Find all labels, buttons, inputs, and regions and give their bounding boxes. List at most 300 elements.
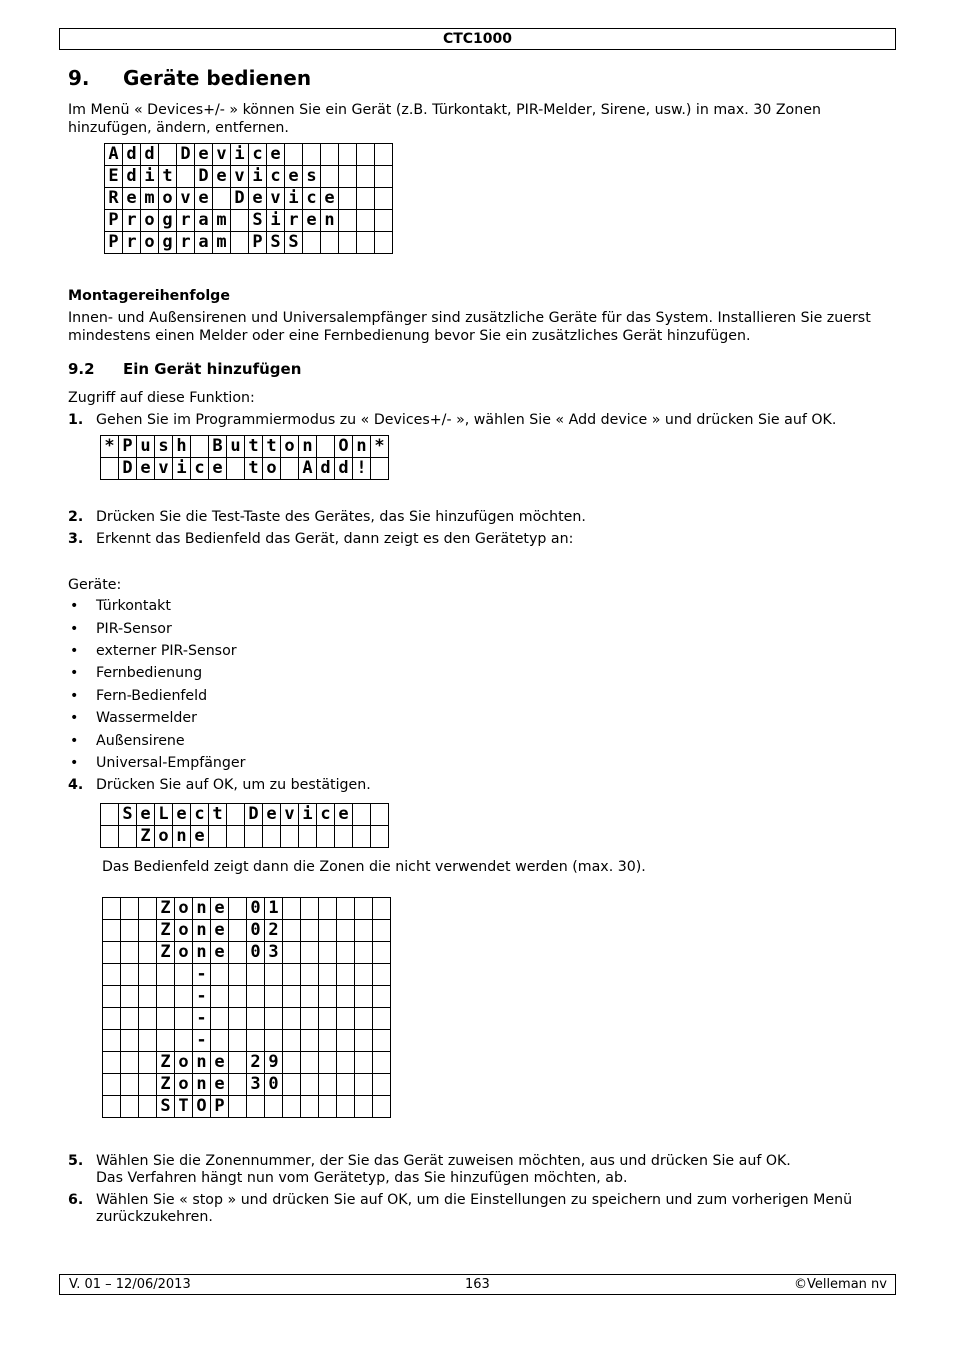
section-title: Geräte bedienen bbox=[123, 66, 312, 90]
lcd-cell: n bbox=[193, 942, 211, 964]
lcd-cell bbox=[247, 1096, 265, 1118]
lcd-cell: - bbox=[193, 1030, 211, 1052]
lcd-row bbox=[101, 436, 389, 458]
lcd-cell: - bbox=[193, 1008, 211, 1030]
lcd-cell: u bbox=[137, 436, 155, 458]
lcd-cell bbox=[191, 436, 209, 458]
lcd-cell bbox=[175, 964, 193, 986]
lcd-cell bbox=[229, 898, 247, 920]
lcd-cell bbox=[355, 1096, 373, 1118]
lcd-cell: i bbox=[249, 166, 267, 188]
zones-note: Das Bedienfeld zeigt dann die Zonen die nicht verwendet werden (max. 30). bbox=[102, 859, 646, 875]
bullet-icon: • bbox=[70, 688, 79, 704]
lcd-cell: e bbox=[249, 188, 267, 210]
lcd-cell bbox=[301, 986, 319, 1008]
lcd-cell: t bbox=[245, 436, 263, 458]
lcd-cell bbox=[337, 1074, 355, 1096]
lcd-cell bbox=[301, 920, 319, 942]
lcd-cell: A bbox=[299, 458, 317, 480]
lcd-cell bbox=[357, 210, 375, 232]
lcd-cell: r bbox=[177, 210, 195, 232]
lcd-cell bbox=[355, 1052, 373, 1074]
lcd-cell: m bbox=[213, 232, 231, 254]
lcd-cell bbox=[121, 942, 139, 964]
lcd-cell: e bbox=[209, 458, 227, 480]
lcd-cell: n bbox=[193, 1074, 211, 1096]
step-number: 5. bbox=[68, 1153, 84, 1169]
lcd-cell bbox=[159, 144, 177, 166]
lcd-cell bbox=[373, 1030, 391, 1052]
lcd-cell: 0 bbox=[247, 920, 265, 942]
lcd-cell bbox=[337, 1052, 355, 1074]
lcd-cell: D bbox=[119, 458, 137, 480]
lcd-cell: n bbox=[299, 436, 317, 458]
lcd-cell: e bbox=[191, 826, 209, 848]
lcd-cell bbox=[139, 964, 157, 986]
lcd-cell: c bbox=[191, 804, 209, 826]
lcd-cell: P bbox=[119, 436, 137, 458]
lcd-cell bbox=[101, 804, 119, 826]
lcd-cell: i bbox=[285, 188, 303, 210]
lcd-cell bbox=[121, 1052, 139, 1074]
step-text: Erkennt das Bedienfeld das Gerät, dann zeigt es den Gerätetyp an: bbox=[96, 531, 574, 547]
lcd-cell bbox=[357, 166, 375, 188]
lcd-cell bbox=[175, 1008, 193, 1030]
lcd-cell: 0 bbox=[265, 1074, 283, 1096]
lcd-cell bbox=[229, 942, 247, 964]
lcd-row bbox=[103, 1052, 391, 1074]
lcd-cell bbox=[301, 1074, 319, 1096]
lcd-cell bbox=[283, 986, 301, 1008]
lcd-cell: d bbox=[335, 458, 353, 480]
lcd-cell: v bbox=[231, 166, 249, 188]
lcd-cell: d bbox=[141, 144, 159, 166]
lcd-cell: v bbox=[177, 188, 195, 210]
step-number: 4. bbox=[68, 777, 84, 793]
lcd-cell bbox=[121, 898, 139, 920]
lcd-cell bbox=[335, 826, 353, 848]
lcd-cell bbox=[229, 1096, 247, 1118]
lcd-cell: o bbox=[175, 1052, 193, 1074]
lcd-cell bbox=[231, 232, 249, 254]
lcd-cell bbox=[211, 1008, 229, 1030]
lcd-row bbox=[101, 826, 389, 848]
lcd-cell bbox=[373, 1074, 391, 1096]
lcd-cell bbox=[301, 1052, 319, 1074]
lcd-cell: 3 bbox=[247, 1074, 265, 1096]
lcd-cell: Z bbox=[157, 942, 175, 964]
lcd-cell bbox=[245, 826, 263, 848]
lcd-zone-display bbox=[102, 897, 391, 1118]
lcd-cell: e bbox=[195, 188, 213, 210]
subsection-title: Ein Gerät hinzufügen bbox=[123, 360, 302, 378]
lcd-cell: D bbox=[245, 804, 263, 826]
lcd-cell bbox=[157, 1008, 175, 1030]
lcd-cell: c bbox=[267, 166, 285, 188]
lcd-cell bbox=[319, 1074, 337, 1096]
lcd-cell: a bbox=[195, 232, 213, 254]
lcd-cell: m bbox=[213, 210, 231, 232]
lcd-cell bbox=[211, 986, 229, 1008]
lcd-cell bbox=[339, 166, 357, 188]
lcd-cell bbox=[121, 1074, 139, 1096]
lcd-cell bbox=[339, 210, 357, 232]
lcd-cell: S bbox=[267, 232, 285, 254]
lcd-cell: d bbox=[123, 144, 141, 166]
lcd-cell: h bbox=[173, 436, 191, 458]
lcd-cell bbox=[121, 986, 139, 1008]
lcd-cell: * bbox=[101, 436, 119, 458]
lcd-cell bbox=[101, 826, 119, 848]
lcd-cell: e bbox=[303, 210, 321, 232]
lcd-cell: v bbox=[155, 458, 173, 480]
lcd-cell bbox=[157, 986, 175, 1008]
lcd-cell bbox=[265, 964, 283, 986]
lcd-cell bbox=[375, 210, 393, 232]
lcd-cell: e bbox=[263, 804, 281, 826]
bullet-icon: • bbox=[70, 643, 79, 659]
lcd-cell: e bbox=[211, 942, 229, 964]
lcd-cell bbox=[319, 1096, 337, 1118]
lcd-cell bbox=[355, 964, 373, 986]
lcd-cell bbox=[103, 1008, 121, 1030]
lcd-cell bbox=[355, 1008, 373, 1030]
lcd-cell bbox=[301, 1096, 319, 1118]
lcd-cell bbox=[211, 964, 229, 986]
lcd-cell bbox=[355, 1074, 373, 1096]
lcd-cell: o bbox=[175, 942, 193, 964]
lcd-cell: - bbox=[193, 964, 211, 986]
lcd-cell bbox=[375, 232, 393, 254]
lcd-cell bbox=[229, 1074, 247, 1096]
lcd-cell: e bbox=[211, 1052, 229, 1074]
lcd-cell: r bbox=[177, 232, 195, 254]
lcd-row bbox=[105, 144, 393, 166]
lcd-cell bbox=[139, 1052, 157, 1074]
lcd-cell bbox=[229, 920, 247, 942]
lcd-cell: d bbox=[317, 458, 335, 480]
lcd-cell: t bbox=[159, 166, 177, 188]
lcd-cell: i bbox=[173, 458, 191, 480]
lcd-cell: P bbox=[105, 210, 123, 232]
lcd-cell: e bbox=[211, 1074, 229, 1096]
lcd-cell: o bbox=[175, 920, 193, 942]
lcd-row bbox=[103, 1096, 391, 1118]
lcd-cell bbox=[213, 188, 231, 210]
lcd-cell bbox=[211, 1030, 229, 1052]
section-number: 9. bbox=[68, 66, 90, 90]
lcd-cell bbox=[371, 458, 389, 480]
lcd-cell: e bbox=[213, 166, 231, 188]
lcd-cell: Z bbox=[137, 826, 155, 848]
lcd-cell bbox=[301, 898, 319, 920]
lcd-cell: o bbox=[263, 458, 281, 480]
lcd-cell: D bbox=[231, 188, 249, 210]
lcd-cell bbox=[373, 1008, 391, 1030]
lcd-cell bbox=[373, 898, 391, 920]
lcd-cell: o bbox=[141, 210, 159, 232]
lcd-cell bbox=[317, 826, 335, 848]
lcd-cell: i bbox=[231, 144, 249, 166]
lcd-cell: d bbox=[123, 166, 141, 188]
lcd-cell: L bbox=[155, 804, 173, 826]
lcd-cell bbox=[209, 826, 227, 848]
lcd-cell bbox=[301, 1030, 319, 1052]
lcd-cell bbox=[139, 986, 157, 1008]
lcd-cell: r bbox=[285, 210, 303, 232]
lcd-cell bbox=[265, 1030, 283, 1052]
lcd-cell bbox=[121, 1096, 139, 1118]
step-text: Wählen Sie die Zonennummer, der Sie das Gerät zuweisen möchten, aus und drücken Sie auf OK. Das Verfahren hängt nun vom Gerätetyp, das Sie hinzufügen möchten, ab. bbox=[96, 1153, 791, 1186]
lcd-cell: e bbox=[137, 804, 155, 826]
mount-heading: Montagereihenfolge bbox=[68, 288, 230, 304]
lcd-cell bbox=[337, 1008, 355, 1030]
lcd-row bbox=[105, 210, 393, 232]
footer-page-number: 163 bbox=[465, 1277, 490, 1292]
lcd-cell bbox=[371, 804, 389, 826]
lcd-cell: 2 bbox=[265, 920, 283, 942]
lcd-cell bbox=[229, 964, 247, 986]
lcd-cell: n bbox=[321, 210, 339, 232]
lcd-cell bbox=[371, 826, 389, 848]
bullet-icon: • bbox=[70, 621, 79, 637]
lcd-cell: R bbox=[105, 188, 123, 210]
lcd-cell bbox=[355, 898, 373, 920]
lcd-cell bbox=[265, 1096, 283, 1118]
lcd-select-display bbox=[100, 803, 389, 848]
subsection-heading bbox=[68, 360, 301, 378]
lcd-cell bbox=[229, 1030, 247, 1052]
lcd-cell: e bbox=[321, 188, 339, 210]
lcd-cell bbox=[101, 458, 119, 480]
lcd-cell bbox=[373, 964, 391, 986]
lcd-cell bbox=[121, 920, 139, 942]
lcd-cell bbox=[303, 232, 321, 254]
lcd-cell bbox=[283, 1074, 301, 1096]
lcd-cell bbox=[357, 144, 375, 166]
lcd-cell bbox=[355, 986, 373, 1008]
lcd-row bbox=[105, 232, 393, 254]
lcd-cell: v bbox=[281, 804, 299, 826]
lcd-cell: o bbox=[175, 1074, 193, 1096]
lcd-cell bbox=[281, 458, 299, 480]
lcd-cell: n bbox=[193, 920, 211, 942]
lcd-cell: e bbox=[335, 804, 353, 826]
lcd-cell: v bbox=[213, 144, 231, 166]
lcd-cell bbox=[103, 1052, 121, 1074]
lcd-cell bbox=[319, 920, 337, 942]
lcd-cell: r bbox=[123, 232, 141, 254]
lcd-cell bbox=[319, 964, 337, 986]
lcd-cell: 3 bbox=[265, 942, 283, 964]
lcd-cell: e bbox=[267, 144, 285, 166]
bullet-icon: • bbox=[70, 598, 79, 614]
lcd-cell: v bbox=[267, 188, 285, 210]
lcd-cell bbox=[247, 986, 265, 1008]
lcd-cell bbox=[375, 188, 393, 210]
step-number: 1. bbox=[68, 412, 84, 428]
lcd-cell bbox=[103, 898, 121, 920]
lcd-cell: e bbox=[123, 188, 141, 210]
lcd-cell: g bbox=[159, 210, 177, 232]
lcd-cell: i bbox=[141, 166, 159, 188]
lcd-cell bbox=[355, 920, 373, 942]
lcd-cell: A bbox=[105, 144, 123, 166]
lcd-cell bbox=[373, 920, 391, 942]
lcd-cell bbox=[139, 1030, 157, 1052]
lcd-cell bbox=[103, 942, 121, 964]
lcd-row bbox=[103, 986, 391, 1008]
lcd-cell: 0 bbox=[247, 898, 265, 920]
lcd-cell: e bbox=[137, 458, 155, 480]
lcd-cell: e bbox=[195, 144, 213, 166]
lcd-cell: S bbox=[285, 232, 303, 254]
lcd-cell bbox=[263, 826, 281, 848]
footer-version: V. 01 – 12/06/2013 bbox=[69, 1277, 191, 1292]
step-number: 6. bbox=[68, 1192, 84, 1208]
lcd-cell bbox=[355, 1030, 373, 1052]
lcd-cell bbox=[231, 210, 249, 232]
lcd-cell bbox=[353, 826, 371, 848]
lcd-cell bbox=[319, 1008, 337, 1030]
lcd-cell bbox=[283, 920, 301, 942]
lcd-cell bbox=[337, 898, 355, 920]
step-text: Drücken Sie die Test-Taste des Gerätes, das Sie hinzufügen möchten. bbox=[96, 509, 586, 525]
lcd-row bbox=[103, 964, 391, 986]
lcd-cell: S bbox=[119, 804, 137, 826]
bullet-icon: • bbox=[70, 755, 79, 771]
lcd-cell: Z bbox=[157, 920, 175, 942]
lcd-cell bbox=[283, 1052, 301, 1074]
lcd-cell: o bbox=[141, 232, 159, 254]
lcd-cell: t bbox=[209, 804, 227, 826]
lcd-cell bbox=[337, 942, 355, 964]
bullet-icon: • bbox=[70, 710, 79, 726]
lcd-cell bbox=[357, 188, 375, 210]
lcd-cell bbox=[121, 1008, 139, 1030]
bullet-icon: • bbox=[70, 733, 79, 749]
lcd-cell bbox=[285, 144, 303, 166]
lcd-cell: a bbox=[195, 210, 213, 232]
lcd-cell bbox=[319, 986, 337, 1008]
lcd-cell: e bbox=[211, 898, 229, 920]
lcd-cell bbox=[227, 826, 245, 848]
lcd-cell bbox=[373, 942, 391, 964]
lcd-cell bbox=[317, 436, 335, 458]
lcd-cell: Z bbox=[157, 898, 175, 920]
lcd-cell: c bbox=[317, 804, 335, 826]
lcd-cell bbox=[301, 1008, 319, 1030]
lcd-cell: s bbox=[303, 166, 321, 188]
lcd-cell bbox=[103, 920, 121, 942]
lcd-menu-display bbox=[104, 143, 393, 254]
lcd-cell bbox=[281, 826, 299, 848]
lcd-row bbox=[101, 804, 389, 826]
lcd-cell bbox=[301, 964, 319, 986]
lcd-cell: t bbox=[245, 458, 263, 480]
mount-paragraph: Innen- und Außensirenen und Universalempfänger sind zusätzliche Geräte für das System. Installieren Sie zuerst mindestens einen Melder oder eine Fernbedienung bevor Sie ein zusätzliches Gerät hinzufügen. bbox=[68, 310, 871, 344]
lcd-row bbox=[105, 166, 393, 188]
lcd-cell bbox=[247, 1008, 265, 1030]
lcd-cell bbox=[283, 942, 301, 964]
lcd-cell: n bbox=[193, 898, 211, 920]
lcd-cell bbox=[229, 1008, 247, 1030]
lcd-cell bbox=[321, 144, 339, 166]
lcd-cell bbox=[357, 232, 375, 254]
section-heading bbox=[68, 66, 311, 90]
lcd-cell bbox=[301, 942, 319, 964]
lcd-cell bbox=[283, 1008, 301, 1030]
lcd-cell bbox=[121, 964, 139, 986]
lcd-cell: * bbox=[371, 436, 389, 458]
lcd-cell bbox=[283, 1030, 301, 1052]
header-title: CTC1000 bbox=[59, 28, 896, 50]
lcd-cell bbox=[373, 1052, 391, 1074]
lcd-cell: S bbox=[157, 1096, 175, 1118]
lcd-cell bbox=[303, 144, 321, 166]
bullet-icon: • bbox=[70, 665, 79, 681]
lcd-cell bbox=[103, 1096, 121, 1118]
lcd-cell bbox=[157, 1030, 175, 1052]
lcd-cell bbox=[375, 166, 393, 188]
lcd-cell bbox=[355, 942, 373, 964]
lcd-cell: t bbox=[263, 436, 281, 458]
lcd-cell: o bbox=[159, 188, 177, 210]
lcd-cell: o bbox=[175, 898, 193, 920]
lcd-cell bbox=[321, 166, 339, 188]
lcd-cell bbox=[139, 898, 157, 920]
lcd-cell: c bbox=[303, 188, 321, 210]
lcd-cell bbox=[299, 826, 317, 848]
lcd-row bbox=[103, 920, 391, 942]
lcd-cell bbox=[319, 1052, 337, 1074]
lcd-cell: 1 bbox=[265, 898, 283, 920]
intro-paragraph: Im Menü « Devices+/- » können Sie ein Gerät (z.B. Türkontakt, PIR-Melder, Sirene, usw.) in max. 30 Zonen hinzufügen, ändern, entfernen. bbox=[68, 102, 821, 136]
lcd-cell bbox=[157, 964, 175, 986]
lcd-row bbox=[103, 1074, 391, 1096]
lcd-row bbox=[103, 942, 391, 964]
lcd-cell: 2 bbox=[247, 1052, 265, 1074]
lcd-cell bbox=[373, 986, 391, 1008]
lcd-cell: 9 bbox=[265, 1052, 283, 1074]
lcd-cell: n bbox=[173, 826, 191, 848]
lcd-cell bbox=[337, 1096, 355, 1118]
lcd-row bbox=[103, 898, 391, 920]
lcd-cell: i bbox=[267, 210, 285, 232]
lcd-cell: P bbox=[105, 232, 123, 254]
lcd-cell bbox=[283, 898, 301, 920]
lcd-cell: B bbox=[209, 436, 227, 458]
lcd-cell bbox=[139, 920, 157, 942]
lcd-cell bbox=[339, 232, 357, 254]
lcd-cell bbox=[321, 232, 339, 254]
lcd-cell: P bbox=[249, 232, 267, 254]
lcd-cell bbox=[265, 986, 283, 1008]
lcd-cell: m bbox=[141, 188, 159, 210]
lcd-cell bbox=[375, 144, 393, 166]
lcd-cell: D bbox=[177, 144, 195, 166]
lcd-cell bbox=[103, 964, 121, 986]
step-number: 2. bbox=[68, 509, 84, 525]
lcd-cell: P bbox=[211, 1096, 229, 1118]
footer bbox=[59, 1274, 896, 1295]
lcd-cell bbox=[337, 986, 355, 1008]
lcd-cell: e bbox=[211, 920, 229, 942]
lcd-cell bbox=[283, 964, 301, 986]
lcd-cell: n bbox=[353, 436, 371, 458]
lcd-cell bbox=[103, 986, 121, 1008]
lcd-cell bbox=[177, 166, 195, 188]
